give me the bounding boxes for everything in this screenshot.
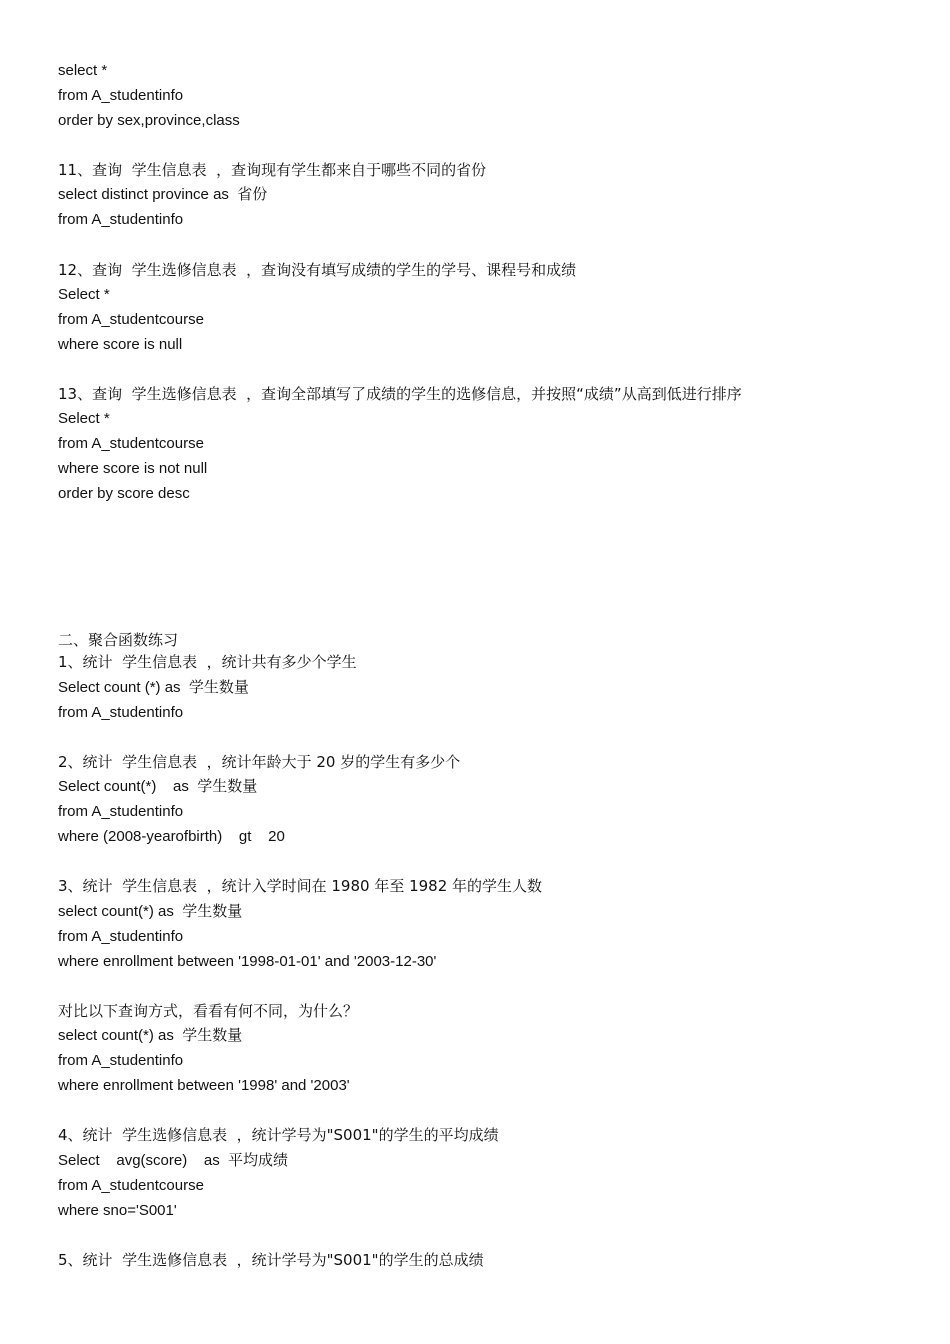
text-line: Select count(*) as 学生数量 xyxy=(58,778,258,795)
text-line: where (2008-yearofbirth) gt 20 xyxy=(58,828,285,845)
text-line: from A_studentcourse xyxy=(58,435,204,452)
section-heading: 1、统计 学生信息表 ，统计共有多少个学生 xyxy=(58,653,357,671)
text-line: order by score desc xyxy=(58,485,190,502)
section-heading: 2、统计 学生信息表 ，统计年龄大于 20 岁的学生有多少个 xyxy=(58,753,461,771)
section-heading: 11、查询 学生信息表 ，查询现有学生都来自于哪些不同的省份 xyxy=(58,161,487,179)
text-line: select * xyxy=(58,62,108,79)
text-line: from A_studentcourse xyxy=(58,311,204,328)
section-heading: 4、统计 学生选修信息表 ，统计学号为"S001"的学生的平均成绩 xyxy=(58,1126,499,1144)
text-line: Select count (*) as 学生数量 xyxy=(58,679,249,696)
text-line: select distinct province as 省份 xyxy=(58,186,268,203)
text-line: Select avg(score) as 平均成绩 xyxy=(58,1152,289,1169)
text-line: from A_studentinfo xyxy=(58,928,184,945)
section-heading: 5、统计 学生选修信息表 ，统计学号为"S001"的学生的总成绩 xyxy=(58,1251,484,1269)
section-heading: 对比以下查询方式，看看有何不同，为什么？ xyxy=(58,1002,359,1020)
section-heading: 13、查询 学生选修信息表 ，查询全部填写了成绩的学生的选修信息，并按照“成绩”从高到低进行排序 xyxy=(58,385,742,403)
text-line: from A_studentinfo xyxy=(58,1052,184,1069)
text-line: from A_studentinfo xyxy=(58,803,184,820)
text-line: from A_studentinfo xyxy=(58,211,184,228)
text-line: Select * xyxy=(58,286,110,303)
text-line: where score is not null xyxy=(58,460,208,477)
text-line: from A_studentinfo xyxy=(58,704,184,721)
text-line: select count(*) as 学生数量 xyxy=(58,1027,243,1044)
text-line: where enrollment between '1998-01-01' and '2003-12-30' xyxy=(58,953,437,970)
section-heading: 12、查询 学生选修信息表 ，查询没有填写成绩的学生的学号、课程号和成绩 xyxy=(58,261,577,279)
text-line: where sno='S001' xyxy=(58,1202,177,1219)
text-line: from A_studentinfo xyxy=(58,87,184,104)
chapter-heading: 二、聚合函数练习 xyxy=(58,631,179,649)
text-line: order by sex,province,class xyxy=(58,112,240,129)
text-line: select count(*) as 学生数量 xyxy=(58,903,243,920)
text-line: where score is null xyxy=(58,336,183,353)
text-line: Select * xyxy=(58,410,110,427)
section-heading: 3、统计 学生信息表 ，统计入学时间在 1980 年至 1982 年的学生人数 xyxy=(58,877,543,895)
text-line: from A_studentcourse xyxy=(58,1177,204,1194)
text-line: where enrollment between '1998' and '2003' xyxy=(58,1077,350,1094)
